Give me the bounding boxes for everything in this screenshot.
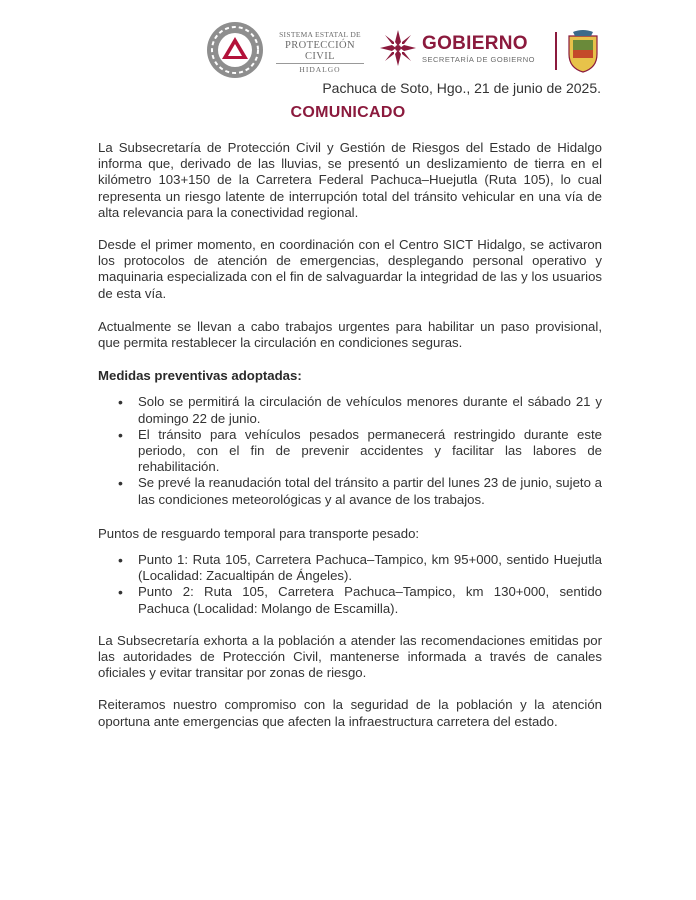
pc-line-3: HIDALGO	[299, 65, 341, 74]
points-list	[98, 552, 602, 617]
dateline: Pachuca de Soto, Hgo., 21 de junio de 2025.	[322, 80, 601, 96]
measures-heading: Medidas preventivas adoptadas:	[98, 368, 302, 384]
gobierno-subtitle: SECRETARÍA DE GOBIERNO	[422, 55, 535, 64]
gobierno-flower-icon	[378, 28, 418, 68]
header-divider	[555, 32, 557, 70]
measures-list	[98, 394, 602, 507]
communique-body	[98, 140, 602, 730]
state-shield-icon	[563, 28, 603, 74]
proteccion-civil-wordmark	[270, 30, 370, 74]
list-item: • El tránsito para vehículos pesados permanecerá restringido durante este periodo, con el fin de prevenir accidentes y facilitar las labores de rehabilitación.	[138, 427, 602, 476]
gobierno-title: GOBIERNO	[422, 33, 528, 54]
paragraph-4: Puntos de resguardo temporal para transporte pesado:	[98, 525, 420, 541]
page-title: COMUNICADO	[290, 104, 406, 121]
gobierno-wordmark	[422, 34, 535, 64]
paragraph-1: La Subsecretaría de Protección Civil y Gestión de Riesgos del Estado de Hidalgo informa que, derivado de las lluvias, se presentó un deslizamiento de tierra en el kilómetro 103+150 de la Carretera Federal Pachuca–Huejutla (Ruta 105), lo cual representa un riesgo latente de interrupción total del tránsito vehicular en una vía de alta relevancia para la conectividad regional.	[98, 140, 602, 220]
letterhead	[0, 14, 696, 86]
pc-line-1: SISTEMA ESTATAL DE	[279, 30, 361, 39]
pc-line-2: PROTECCIÓN CIVIL	[285, 40, 355, 62]
list-item: • Se prevé la reanudación total del tránsito a partir del lunes 23 de junio, sujeto a las condiciones meteorológicas y al avance de los trabajos.	[138, 475, 602, 507]
paragraph-2: Desde el primer momento, en coordinación con el Centro SICT Hidalgo, se activaron los protocolos de atención de emergencias, desplegando personal operativo y maquinaria especializada con el fin de salvaguardar la integridad de las y los usuarios de esta vía.	[98, 237, 602, 301]
list-item: • Punto 1: Ruta 105, Carretera Pachuca–Tampico, km 95+000, sentido Huejutla (Localidad: Zacualtipán de Ángeles).	[138, 552, 602, 584]
list-item: • Solo se permitirá la circulación de vehículos menores durante el sábado 21 y domingo 22 de junio.	[138, 394, 602, 426]
paragraph-3: Actualmente se llevan a cabo trabajos urgentes para habilitar un paso provisional, que permita restablecer la circulación en condiciones seguras.	[98, 318, 602, 351]
list-item: • Punto 2: Ruta 105, Carretera Pachuca–Tampico, km 130+000, sentido Pachuca (Localidad: Molango de Escamilla).	[138, 584, 602, 616]
paragraph-6: Reiteramos nuestro compromiso con la seguridad de la población y la atención oportuna ante emergencias que afecten la infraestructura carretera del estado.	[98, 697, 602, 729]
paragraph-5: La Subsecretaría exhorta a la población a atender las recomendaciones emitidas por las autoridades de Protección Civil, mantenerse informada a través de canales oficiales y evitar transitar por zonas de riesgo.	[98, 632, 602, 681]
proteccion-civil-logo-icon	[205, 20, 265, 80]
pc-rule	[276, 63, 364, 64]
